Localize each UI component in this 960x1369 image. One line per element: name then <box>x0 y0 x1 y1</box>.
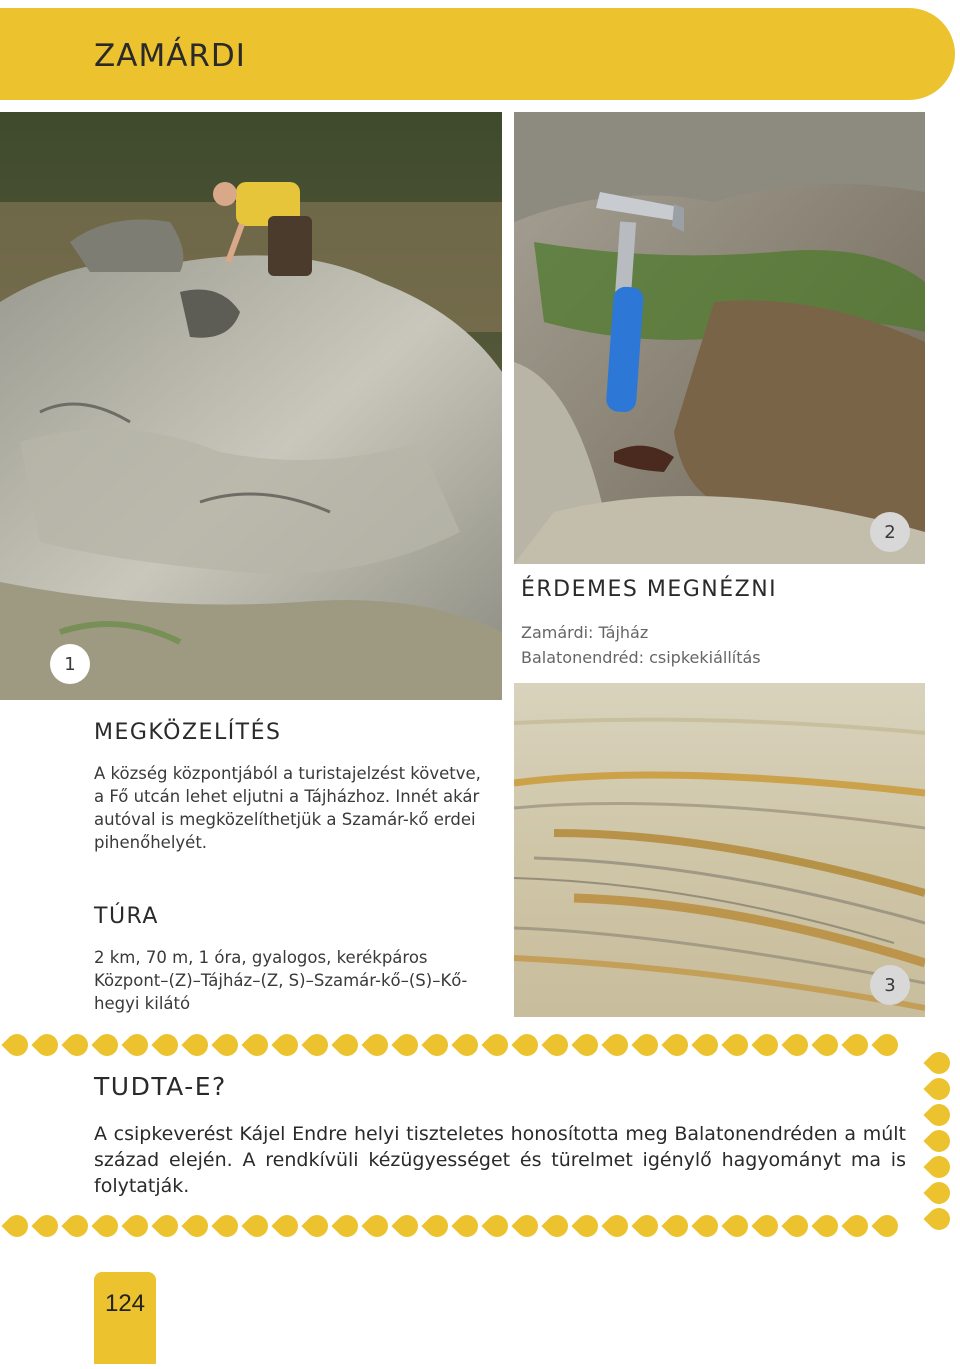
megkozelites-line-4: pihenőhelyét. <box>94 833 208 852</box>
erdemes-line-2: Balatonendréd: csipkekiállítás <box>521 648 761 667</box>
tudta-text: A csipkeverést Kájel Endre helyi tiszteletes honosította meg Balatonendréden a múlt század elején. A rendkívüli kézügyességet és türelmet igénylő hagyományt ma is folytatják. <box>94 1123 906 1197</box>
erdemes-heading: ÉRDEMES MEGNÉZNI <box>521 577 778 602</box>
photo-badge-3: 3 <box>870 965 910 1005</box>
tudta-heading: TUDTA-E? <box>94 1072 227 1101</box>
page-number-box <box>94 1272 156 1364</box>
megkozelites-line-2: a Fő utcán lehet eljutni a Tájházhoz. Innét akár <box>94 787 480 806</box>
photo-rock-formation <box>0 112 502 700</box>
photo-badge-1: 1 <box>50 644 90 684</box>
dotted-border-top <box>6 1034 898 1056</box>
megkozelites-line-1: A község központjából a turistajelzést követve, <box>94 764 481 783</box>
header-band <box>0 8 955 100</box>
megkozelites-line-3: autóval is megközelíthetjük a Szamár-kő erdei <box>94 810 476 829</box>
dotted-border-right <box>928 1052 950 1230</box>
photo-badge-2: 2 <box>870 512 910 552</box>
tura-line-1: 2 km, 70 m, 1 óra, gyalogos, kerékpáros <box>94 948 428 967</box>
page-title: ZAMÁRDI <box>94 38 246 74</box>
tura-line-3: hegyi kilátó <box>94 994 191 1013</box>
dotted-border-bottom <box>6 1215 898 1237</box>
erdemes-line-1: Zamárdi: Tájház <box>521 623 649 642</box>
photo-sandstone-layers <box>514 683 925 1017</box>
photo-hammer <box>514 112 925 564</box>
page-number: 124 <box>104 1290 146 1317</box>
megkozelites-heading: MEGKÖZELÍTÉS <box>94 720 282 745</box>
tura-heading: TÚRA <box>94 904 159 929</box>
tura-line-2: Központ–(Z)–Tájház–(Z, S)–Szamár-kő–(S)–Kő- <box>94 971 468 990</box>
